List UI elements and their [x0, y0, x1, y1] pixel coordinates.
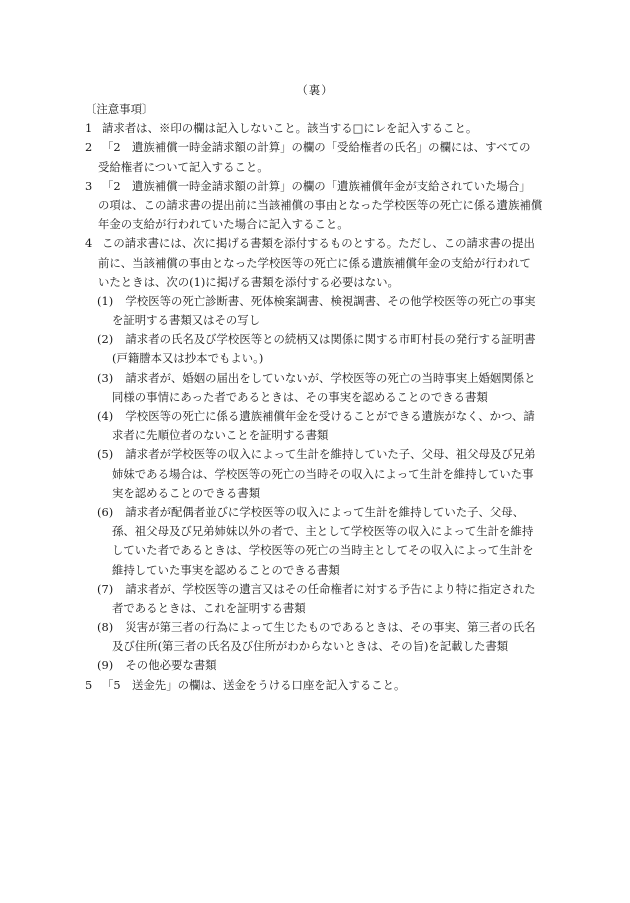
subitem [85, 656, 555, 675]
note-item [85, 119, 555, 138]
subitem-text: 及び住所(第三者の氏名及び住所がわからないときは、その旨)を記載した書類 [112, 639, 509, 654]
subitem [85, 407, 555, 445]
subitem [85, 445, 555, 503]
subitem [85, 618, 555, 656]
subitem-text: (戸籍謄本又は抄本でもよい。) [112, 351, 264, 366]
note-text: の項は、この請求書の提出前に当該補償の事由となった学校医等の死亡に係る遺族補償 [98, 197, 543, 212]
note-item [85, 138, 555, 176]
subitem-number: (3) [97, 370, 114, 385]
subitem-text: 維持していた事実を認めることのできる書類 [112, 562, 340, 577]
subitem-number: (5) [97, 447, 114, 462]
note-number: 4 [85, 236, 93, 251]
note-number: 3 [85, 178, 93, 193]
subitem-text: 請求者の氏名及び学校医等との続柄又は関係に関する市町村長の発行する証明書 [125, 332, 536, 347]
subitem-text: 者であるときは、これを証明する書類 [112, 600, 306, 615]
subitem-text: 同様の事情にあった者であるときは、その事実を認めることのできる書類 [112, 389, 488, 404]
note-number: 5 [85, 677, 93, 692]
subitem [85, 292, 555, 330]
subitem-text: 学校医等の死亡に係る遺族補償年金を受けることができる遺族がなく、かつ、請 [125, 409, 535, 423]
note-text: この請求書には、次に掲げる書類を添付するものとする。ただし、この請求書の提出 [102, 236, 535, 251]
subitem [85, 580, 555, 618]
note-number: 2 [85, 140, 93, 155]
note-text: いたときは、次の(1)に掲げる書類を添付する必要はない。 [98, 274, 399, 289]
subitem-text: していた者であるときは、学校医等の死亡の当時主としてその収入によって生計を [112, 543, 534, 558]
subitem-number: (2) [97, 332, 114, 347]
subitem-text: 請求者が配偶者並びに学校医等の収入によって生計を維持していた子、父母、 [125, 504, 525, 519]
subitem-text: その他必要な書類 [125, 658, 217, 673]
subitem-text: 学校医等の死亡診断書、死体検案調書、検視調書、その他学校医等の死亡の事実 [125, 293, 536, 308]
subitem-text: 災害が第三者の行為によって生じたものであるときは、その事実、第三者の氏名 [125, 620, 536, 635]
subitem-text: を証明する書類又はその写し [112, 313, 261, 328]
subitem-text: 実を認めることのできる書類 [112, 485, 261, 500]
note-item [85, 676, 555, 695]
subitem-text: 請求者が学校医等の収入によって生計を維持していた子、父母、祖父母及び兄弟 [125, 447, 536, 462]
subitem-text: 孫、祖父母及び兄弟姉妹以外の者で、主として学校医等の収入によって生計を維持 [112, 524, 534, 539]
note-text: 年金の支給が行われていた場合に記入すること。 [98, 217, 349, 232]
note-text: 「2 遺族補償一時金請求額の計算」の欄の「受給権者の氏名」の欄には、すべての [102, 140, 531, 155]
subitem [85, 369, 555, 407]
note-text: 前に、当該補償の事由となった学校医等の死亡に係る遺族補償年金の支給が行われて [98, 255, 531, 270]
subitem-number: (4) [97, 409, 114, 423]
note-item [85, 234, 555, 292]
subitem-number: (9) [97, 658, 114, 673]
subitem-text: 請求者が、学校医等の遺言又はその任命権者に対する予告により特に指定された [125, 581, 536, 596]
subitem-number: (1) [97, 293, 114, 308]
note-number: 1 [85, 121, 93, 136]
subitem-text: 請求者が、婚姻の届出をしていないが、学校医等の死亡の当時事実上婚姻関係と [125, 370, 536, 385]
subitem-number: (6) [97, 504, 114, 519]
subitem-number: (8) [97, 620, 114, 635]
note-text: 請求者は、※印の欄は記入しないこと。該当する□にレを記入すること。 [102, 121, 478, 136]
note-text: 「5 送金先」の欄は、送金をうける口座を記入すること。 [102, 677, 406, 692]
subitem [85, 330, 555, 368]
note-item [85, 177, 555, 235]
subitem-number: (7) [97, 581, 114, 596]
note-text: 受給権者について記入すること。 [98, 159, 269, 174]
subitem [85, 503, 555, 580]
subitem-text: 姉妹である場合は、学校医等の死亡の当時その収入によって生計を維持していた事 [112, 466, 534, 481]
note-text: 「2 遺族補償一時金請求額の計算」の欄の「遺族補償年金が支給されていた場合」 [102, 178, 531, 193]
notes-section [85, 100, 555, 695]
page-heading: （裏） [296, 83, 334, 97]
notes-title: 〔注意事項〕 [85, 102, 154, 116]
subitem-text: 求者に先順位者のないことを証明する書類 [112, 428, 329, 443]
